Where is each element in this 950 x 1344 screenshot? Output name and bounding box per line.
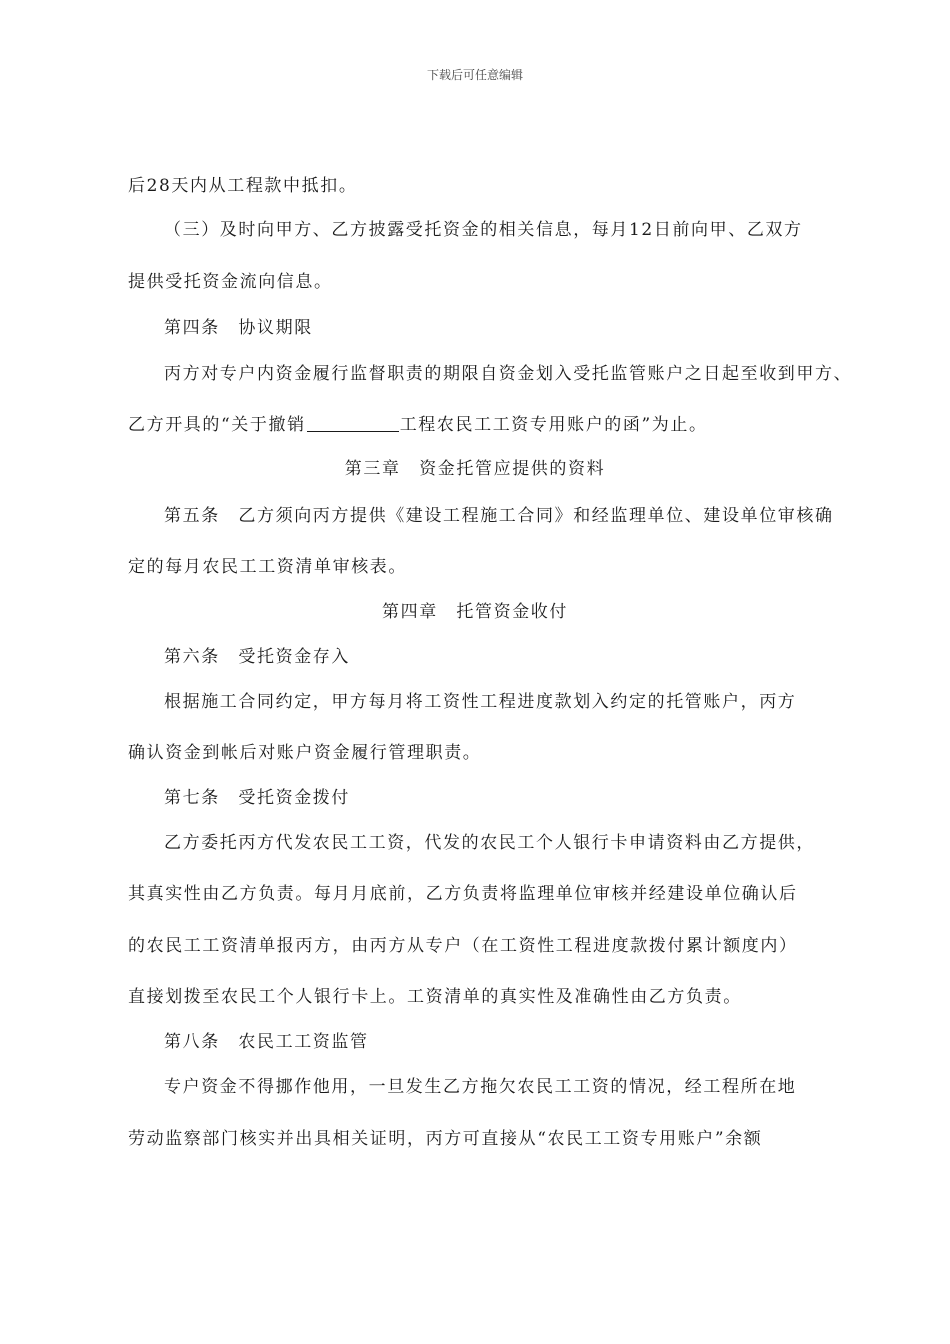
text-line: （三）及时向甲方、乙方披露受托资金的相关信息，每月12日前向甲、乙双方 bbox=[164, 220, 803, 240]
fill-in-blank bbox=[307, 414, 399, 432]
page-header: 下载后可任意编辑 bbox=[426, 68, 523, 82]
text-line: 乙方委托丙方代发农民工工资，代发的农民工个人银行卡申请资料由乙方提供， bbox=[164, 833, 815, 853]
text-segment: 工程农民工工资专用账户的函”为止。 bbox=[399, 415, 708, 435]
text-line: 提供受托资金流向信息。 bbox=[128, 272, 333, 292]
text-line: 丙方对专户内资金履行监督职责的期限自资金划入受托监管账户之日起至收到甲方、 bbox=[164, 364, 853, 384]
text-line: 第五条 乙方须向丙方提供《建设工程施工合同》和经监理单位、建设单位审核确 bbox=[164, 506, 834, 526]
text-line: 其真实性由乙方负责。每月月底前，乙方负责将监理单位审核并经建设单位确认后 bbox=[128, 884, 798, 904]
text-segment: 乙方开具的“关于撤销 bbox=[128, 415, 306, 435]
text-line: 根据施工合同约定，甲方每月将工资性工程进度款划入约定的托管账户，丙方 bbox=[164, 692, 797, 712]
text-line: 确认资金到帐后对账户资金履行管理职责。 bbox=[128, 743, 482, 763]
text-line: 专户资金不得挪作他用，一旦发生乙方拖欠农民工工资的情况，经工程所在地 bbox=[164, 1077, 797, 1097]
text-line: 直接划拨至农民工个人银行卡上。工资清单的真实性及准确性由乙方负责。 bbox=[128, 987, 742, 1007]
chapter-heading: 第四章 托管资金收付 bbox=[382, 602, 568, 622]
text-line: 的农民工工资清单报丙方，由丙方从专户（在工资性工程进度款拨付累计额度内） bbox=[128, 936, 798, 956]
article-heading: 第四条 协议期限 bbox=[164, 318, 313, 338]
article-heading: 第八条 农民工工资监管 bbox=[164, 1032, 369, 1052]
text-line: 后28天内从工程款中抵扣。 bbox=[128, 176, 358, 196]
text-line: 定的每月农民工工资清单审核表。 bbox=[128, 557, 407, 577]
chapter-heading: 第三章 资金托管应提供的资料 bbox=[344, 459, 606, 479]
text-line: 劳动监察部门核实并出具相关证明，丙方可直接从“农民工工资专用账户”余额 bbox=[128, 1129, 763, 1149]
article-heading: 第六条 受托资金存入 bbox=[164, 647, 350, 667]
text-line bbox=[128, 413, 708, 437]
article-heading: 第七条 受托资金拨付 bbox=[164, 788, 350, 808]
